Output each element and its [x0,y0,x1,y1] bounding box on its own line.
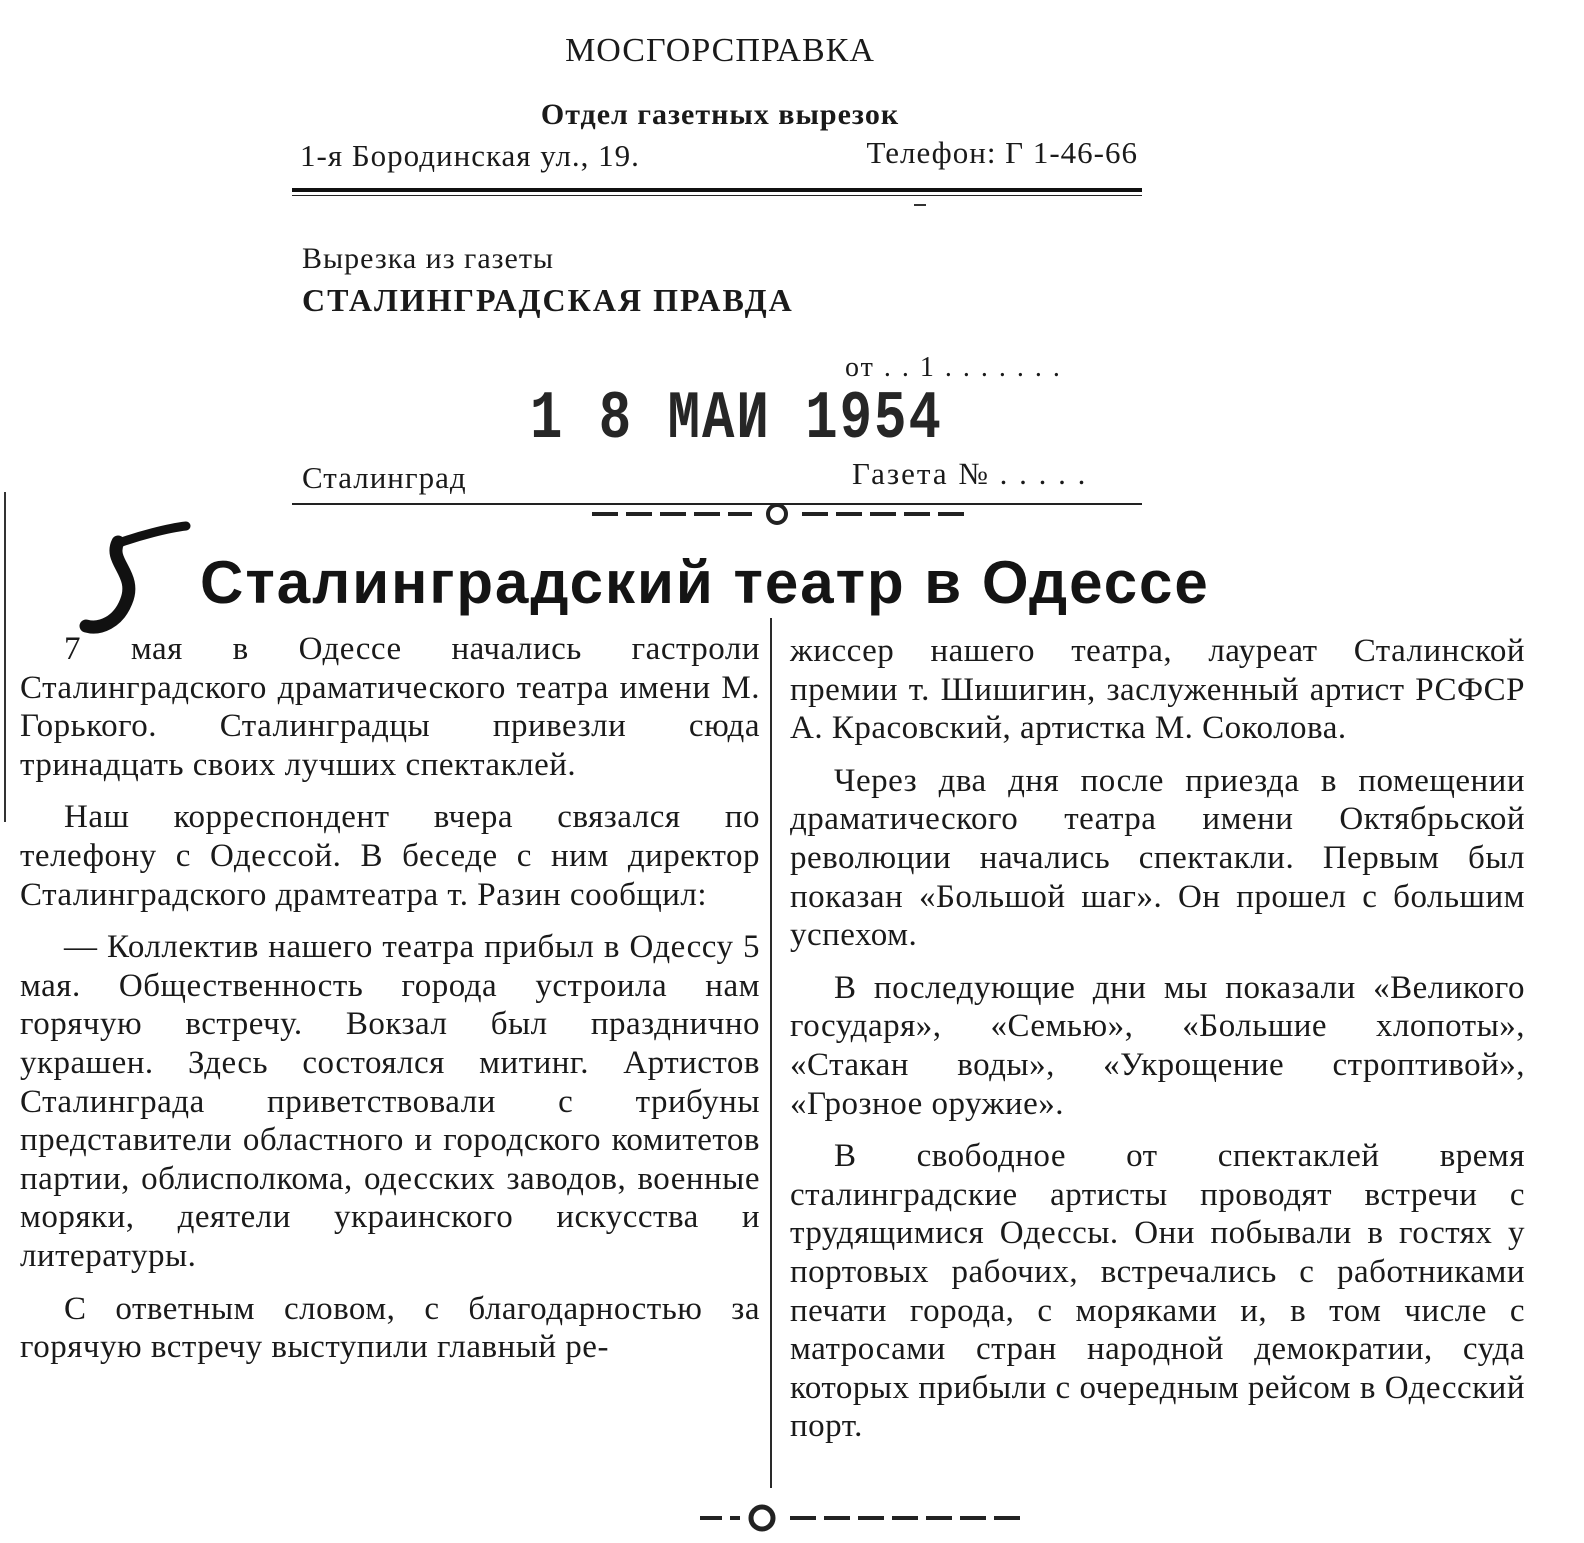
article-paragraph: Наш корреспондент вчера связался по телефону с Одессой. В беседе с ним директор Сталинградского драмтеатра т. Разин сообщил: [20,799,760,913]
article-paragraph: Через два дня после приезда в помещении драматического театра имени Октябрьской революции начались спектакли. Первым был показан «Большой шаг». Он прошел с большим успехом. [790,762,1525,954]
clipping-edge-line [4,492,6,822]
article-paragraph: 7 мая в Одессе начались гастроли Сталинградского драматического театра имени М. Горького. Сталинградцы привезли сюда тринадцать своих лучших спектаклей. [20,631,760,783]
article-paragraph: жиссер нашего театра, лауреат Сталинской премии т. Шишигин, заслуженный артист РСФСР А. Красовский, артистка М. Соколова. [790,633,1525,747]
article-right-column [790,632,1525,1446]
ornamental-separator-bottom [700,1494,1020,1534]
clipping-from-label: Вырезка из газеты [302,242,555,275]
office-phone: Телефон: Г 1-46-66 [866,135,1138,170]
date-field-label: от . . 1 . . . . . . . [845,352,1062,383]
header-rule-thick [292,188,1142,192]
city-name: Сталинград [302,460,467,495]
column-divider [770,618,772,1488]
article-paragraph: — Коллектив нашего театра прибыл в Одессу 5 мая. Общественность города устроила нам горячую встречу. Вокзал был празднично украшен. Здесь состоялся митинг. Артистов Сталинграда приветствовали с трибуны представители областного и городского комитетов партии, облисполкома, одесских заводов, военные моряки, деятели украинского искусства и литературы. [20,929,760,1274]
article-headline: Сталинградский театр в Одессе [200,549,1210,616]
office-address: 1-я Бородинская ул., 19. [300,138,640,173]
article-paragraph: С ответным словом, с благодарностью за горячую встречу выступили главный ре- [20,1290,760,1366]
organization-name: МОСГОРСПРАВКА [565,32,875,69]
handwritten-pen-mark [78,514,198,644]
article-left-column [20,630,760,1367]
article-paragraph: В свободное от спектаклей время сталинградские артисты проводят встречи с трудящимися Одессы. Они побывали в гостях у портовых рабочих, встречались с работниками печати города, с моряками и, в том числе с матросами стран народной демократии, суда которых прибыли с очередным рейсом в Одесский порт. [790,1138,1525,1445]
header-rule-tick [914,204,926,206]
article-paragraph: В последующие дни мы показали «Великого государя», «Семью», «Большие хлопоты», «Стакан воды», «Укрощение строптивой», «Грозное оружие». [790,969,1525,1122]
ornamental-separator-top [592,500,972,530]
header-rule-thin [292,195,1142,196]
issue-number-label: Газета № . . . . . [852,456,1088,491]
date-stamp: 1 8 МАИ 1954 [530,382,943,459]
department-name: Отдел газетных вырезок [540,98,900,131]
newspaper-name: СТАЛИНГРАДСКАЯ ПРАВДА [302,282,794,318]
